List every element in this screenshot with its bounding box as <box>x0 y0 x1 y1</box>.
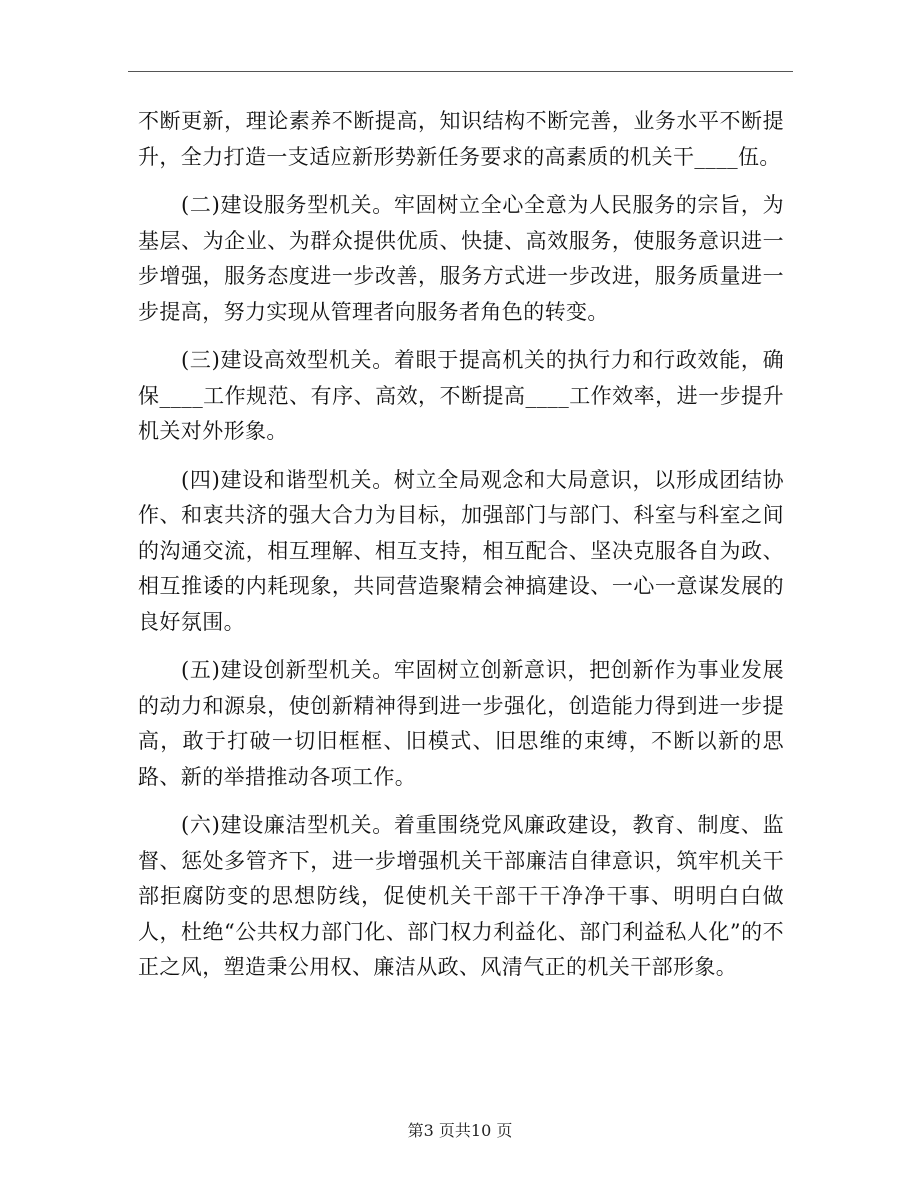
page-number: 第3 页共10 页 <box>407 1121 513 1140</box>
paragraph-continuation: 不断更新，理论素养不断提高，知识结构不断完善，业务水平不断提升，全力打造一支适应新形势新任务要求的高素质的机关干____伍。 <box>138 109 784 169</box>
header-rule <box>128 71 793 72</box>
paragraph-efficient-agency: (三)建设高效型机关。着眼于提高机关的执行力和行政效能，确保____工作规范、有序、高效，不断提高____工作效率，进一步提升机关对外形象。 <box>138 348 784 443</box>
paragraph-clean-agency: (六)建设廉洁型机关。着重围绕党风廉政建设，教育、制度、监督、惩处多管齐下，进一步增强机关干部廉洁自律意识，筑牢机关干部拒腐防变的思想防线，促使机关干部干干净净干事、明明白白做人，杜绝“公共权力部门化、部门权力利益化、部门利益私人化”的不正之风，塑造秉公用权、廉洁从政、风清气正的机关干部形象。 <box>138 813 784 979</box>
paragraph-innovative-agency: (五)建设创新型机关。牢固树立创新意识，把创新作为事业发展的动力和源泉，使创新精神得到进一步强化，创造能力得到进一步提高，敢于打破一切旧框框、旧模式、旧思维的束缚，不断以新的思路、新的举措推动各项工作。 <box>138 658 784 789</box>
paragraph-service-agency: (二)建设服务型机关。牢固树立全心全意为人民服务的宗旨，为基层、为企业、为群众提供优质、快捷、高效服务，使服务意识进一步增强，服务态度进一步改善，服务方式进一步改进，服务质量进一步提高，努力实现从管理者向服务者角色的转变。 <box>138 193 784 324</box>
paragraph-harmonious-agency: (四)建设和谐型机关。树立全局观念和大局意识，以形成团结协作、和衷共济的强大合力为目标，加强部门与部门、科室与科室之间的沟通交流，相互理解、相互支持，相互配合、坚决克服各自为政、相互推诿的内耗现象，共同营造聚精会神搞建设、一心一意谋发展的良好氛围。 <box>138 467 784 634</box>
document-body <box>138 104 784 986</box>
